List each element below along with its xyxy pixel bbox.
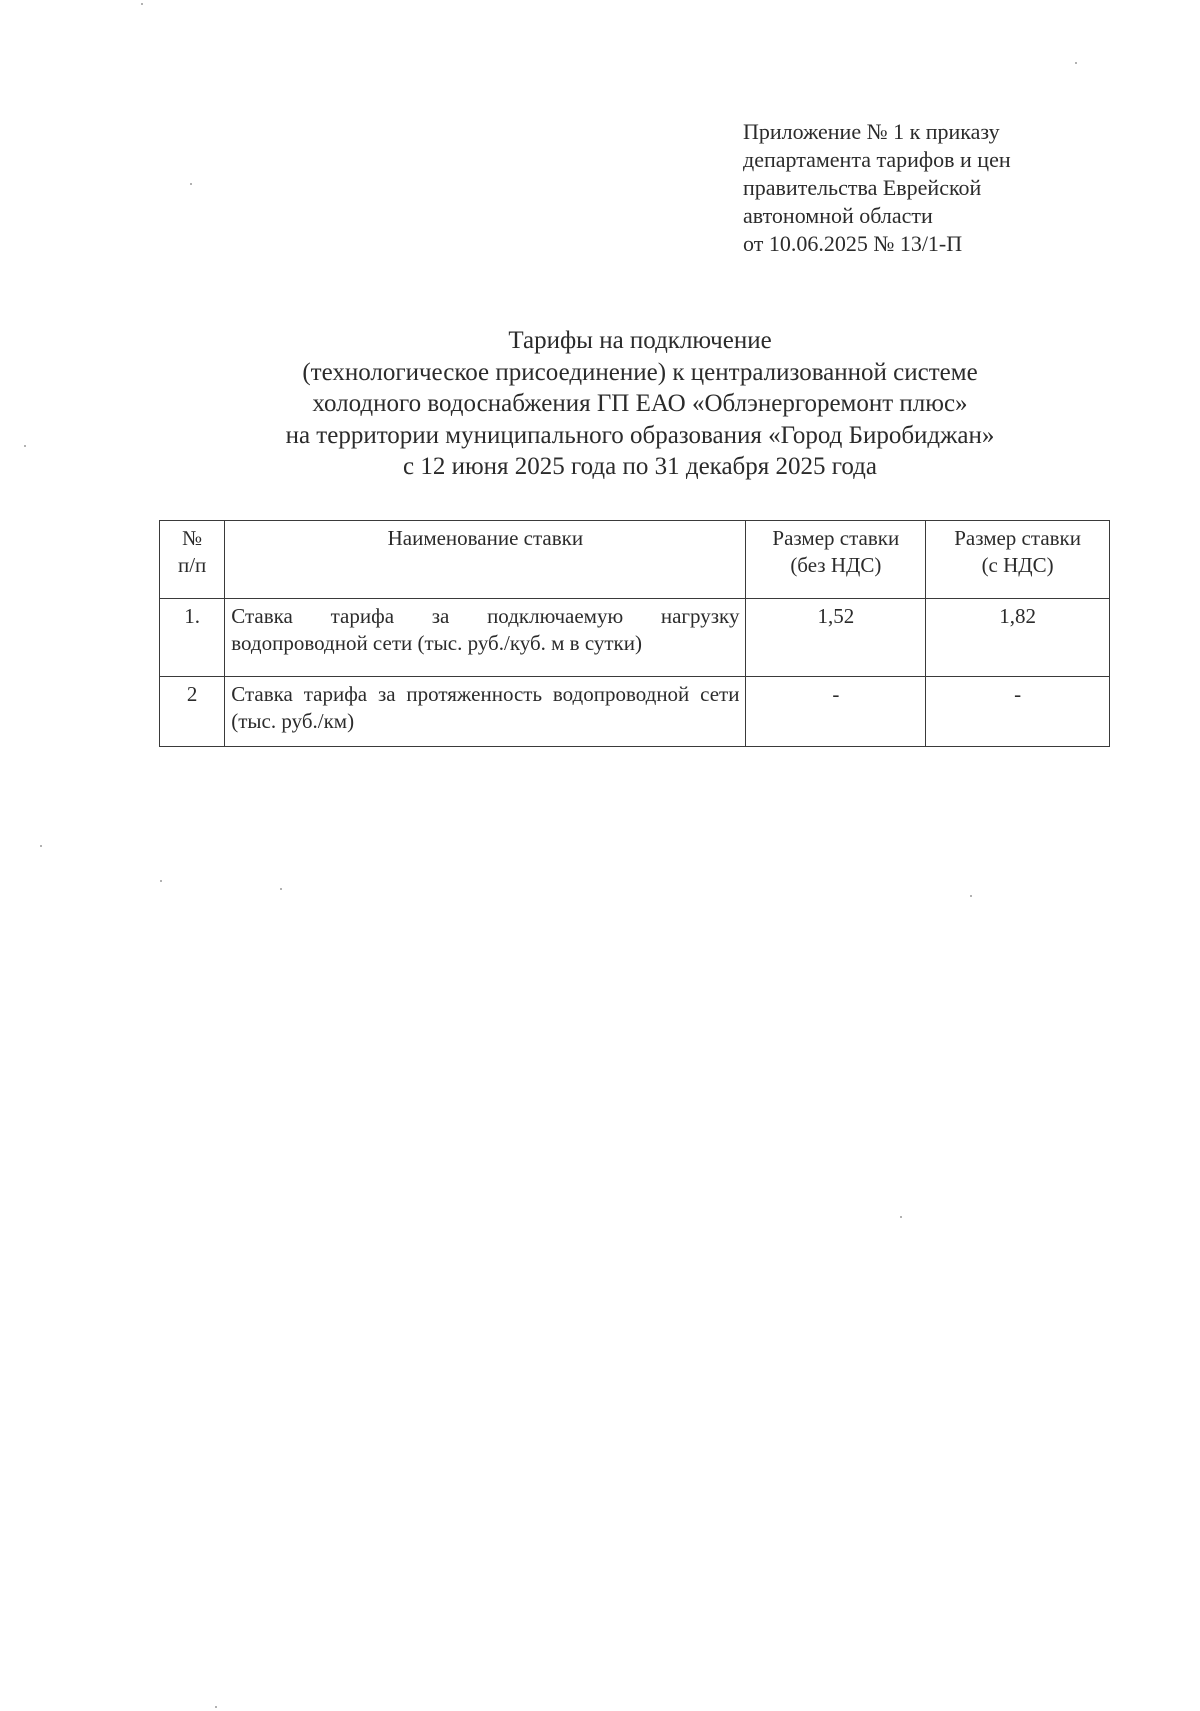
header-without-vat-line1: Размер ставки [772, 526, 900, 550]
tariff-table [159, 520, 1110, 747]
scan-speck [24, 445, 26, 447]
appendix-line: Приложение № 1 к приказу [743, 119, 1000, 144]
scan-speck [1075, 62, 1077, 64]
header-without-vat-line2: (без НДС) [790, 553, 882, 577]
scan-speck [900, 1216, 902, 1218]
scan-speck [280, 888, 282, 890]
title-line: (технологическое присоединение) к централизованной системе [302, 358, 978, 386]
header-rate-name-text: Наименование ставки [387, 526, 584, 550]
title-line: с 12 июня 2025 года по 31 декабря 2025 года [402, 453, 877, 480]
row-number: 1. [160, 599, 225, 677]
header-with-vat [926, 521, 1110, 599]
scan-speck [40, 845, 42, 847]
row-rate-with-vat: - [926, 677, 1110, 747]
header-number-line2: п/п [177, 553, 207, 577]
row-rate-name: Ставка тарифа за подключаемую нагрузку водопроводной сети (тыс. руб./куб. м в сутки) [225, 599, 746, 677]
header-number-line1: № [182, 526, 203, 550]
row-number: 2 [160, 677, 225, 747]
header-rate-name [225, 521, 746, 599]
header-with-vat-line2: (с НДС) [981, 553, 1054, 577]
title-line: на территории муниципального образования «Город Биробиджан» [285, 421, 995, 449]
row-rate-without-vat: - [746, 677, 926, 747]
document-title [160, 325, 1120, 483]
row-rate-without-vat: 1,52 [746, 599, 926, 677]
scan-speck [141, 3, 143, 5]
appendix-header [743, 118, 1123, 258]
row-rate-name: Ставка тарифа за протяженность водопроводной сети (тыс. руб./км) [225, 677, 746, 747]
appendix-line: правительства Еврейской [743, 175, 982, 200]
title-line: холодного водоснабжения ГП ЕАО «Облэнергоремонт плюс» [312, 390, 968, 417]
scan-speck [190, 183, 192, 185]
appendix-line: от 10.06.2025 № 13/1-П [743, 231, 963, 256]
row-rate-with-vat: 1,82 [926, 599, 1110, 677]
title-line: Тарифы на подключение [508, 327, 772, 354]
table-row [160, 599, 1110, 677]
scan-speck [970, 895, 972, 897]
table-header-row [160, 521, 1110, 599]
scan-speck [160, 880, 162, 882]
appendix-line: автономной области [743, 203, 933, 228]
scan-speck [215, 1706, 217, 1708]
appendix-line: департамента тарифов и цен [743, 147, 1011, 172]
header-without-vat [746, 521, 926, 599]
header-number [160, 521, 225, 599]
table-row [160, 677, 1110, 747]
header-with-vat-line1: Размер ставки [954, 526, 1081, 550]
